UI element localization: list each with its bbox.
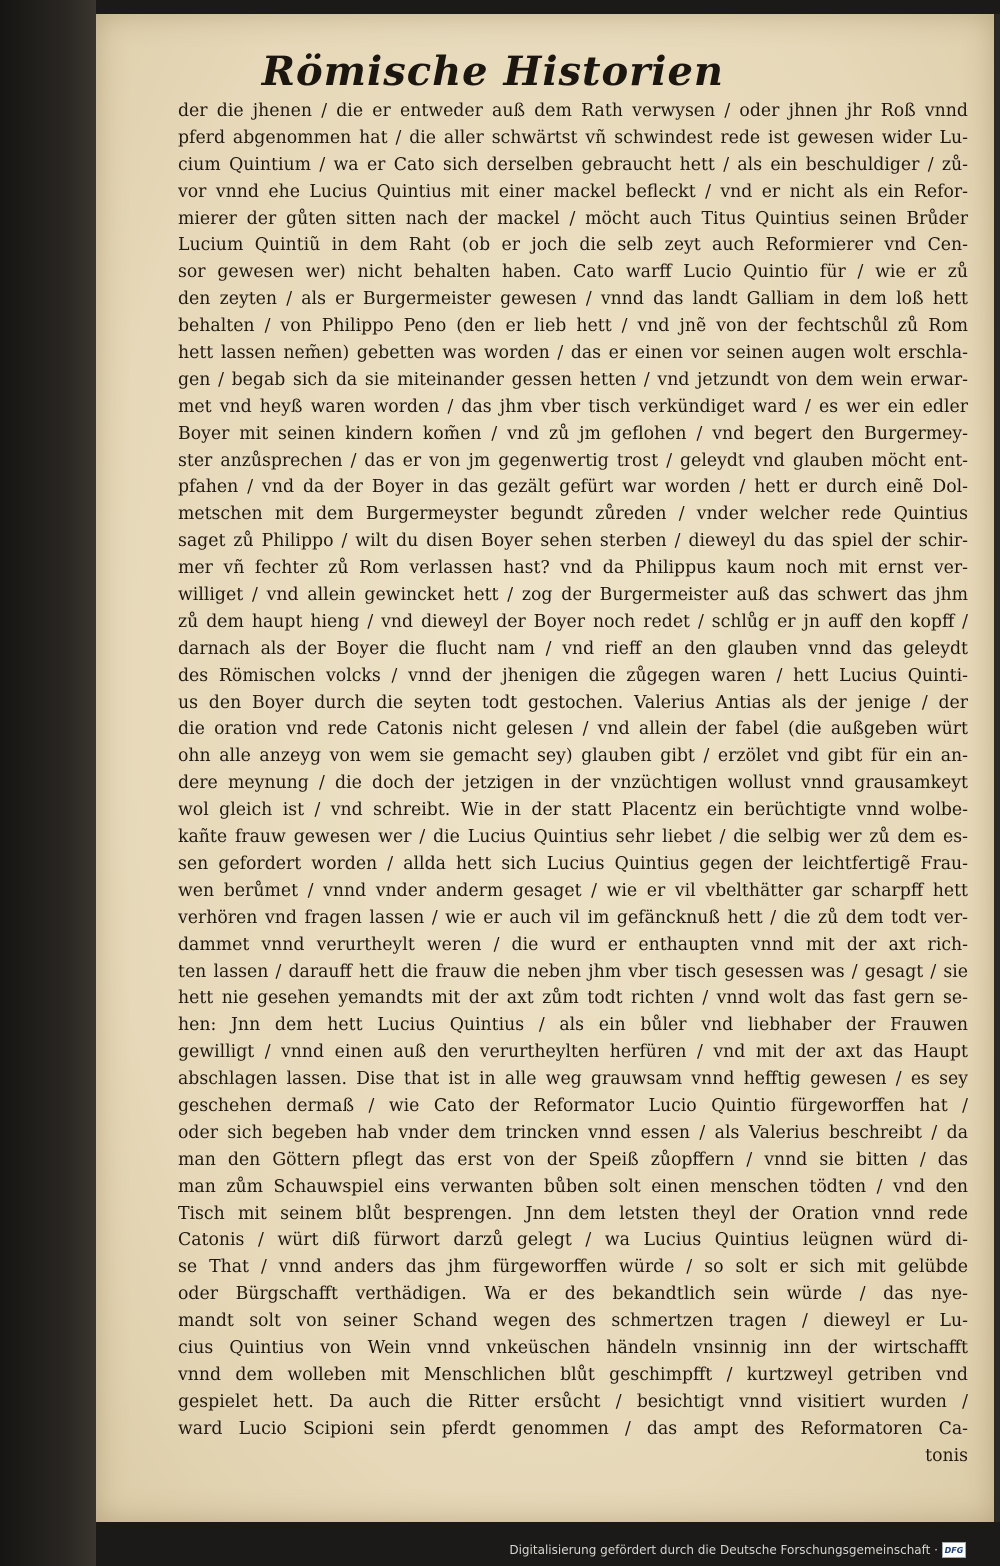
body-text <box>178 98 968 1469</box>
scan-left-margin <box>0 0 96 1566</box>
text-line: Lucium Quintiũ in dem Raht (ob er joch die selb zeyt auch Reformierer vnd Cen- <box>178 235 968 256</box>
dfg-logo-icon: DFG <box>942 1542 966 1558</box>
text-line: Catonis / würt diß fürwort darzů gelegt / wa Lucius Quintius leügnen würd di- <box>178 1230 968 1251</box>
text-line: Boyer mit seinen kindern kom̃en / vnd zů jm geflohen / vnd begert den Burgermey- <box>178 423 968 444</box>
text-line: mer vñ fechter zů Rom verlassen hast? vnd da Philippus kaum noch mit ernst ver- <box>178 558 968 579</box>
text-line: us den Boyer durch die seyten todt gestochen. Valerius Antias als der jenige / der <box>178 692 968 713</box>
text-line: behalten / von Philippo Peno (den er lieb hett / vnd jnẽ von der fechtschůl zů Rom <box>178 316 968 337</box>
text-line: mierer der gůten sitten nach der mackel / möcht auch Titus Quintius seinen Brůder <box>178 208 968 229</box>
footer-credit <box>509 1540 966 1560</box>
text-line: gen / begab sich da sie miteinander gessen hetten / vnd jetzundt von dem wein erwar- <box>178 369 968 390</box>
text-line: ward Lucio Scipioni sein pferdt genommen / das ampt des Reformatoren Ca- <box>178 1418 968 1439</box>
text-line: die oration vnd rede Catonis nicht gelesen / vnd allein der fabel (die außgeben würt <box>178 719 968 740</box>
text-line: sen gefordert worden / allda hett sich Lucius Quintius gegen der leichtfertigẽ Frau- <box>178 853 968 874</box>
text-line: man zům Schauwspiel eins verwanten bůben solt einen menschen tödten / vnd den <box>178 1176 968 1197</box>
text-line: ten lassen / darauff hett die frauw die neben jhm vber tisch gesessen was / gesagt / sie <box>178 961 968 982</box>
text-line: hett nie gesehen yemandts mit der axt zům todt richten / vnnd wolt das fast gern se- <box>178 988 968 1009</box>
text-line: oder Bürgschafft verthädigen. Wa er des bekandtlich sein würde / das nye- <box>178 1284 968 1305</box>
text-line: cius Quintius von Wein vnnd vnkeüschen händeln vnsinnig inn der wirtschafft <box>178 1337 968 1358</box>
text-line: zů dem haupt hieng / vnd dieweyl der Boyer noch redet / schlůg er jn auff den kopff / <box>178 611 968 632</box>
text-line: williget / vnd allein gewincket hett / zog der Burgermeister auß das schwert das jhm <box>178 585 968 606</box>
text-line: sor gewesen wer) nicht behalten haben. Cato warff Lucio Quintio für / wie er zů <box>178 262 968 283</box>
text-line: darnach als der Boyer die flucht nam / vnd rieff an den glauben vnnd das geleydt <box>178 638 968 659</box>
text-line: ohn alle anzeyg von wem sie gemacht sey) glauben gibt / erzölet vnd gibt für ein an- <box>178 746 968 767</box>
text-line: man den Göttern pflegt das erst von der Speiß zůopffern / vnnd sie bitten / das <box>178 1149 968 1170</box>
text-line: verhören vnd fragen lassen / wie er auch vil im gefäncknuß hett / die zů dem todt ver- <box>178 907 968 928</box>
text-line: der die jhenen / die er entweder auß dem Rath verwysen / oder jhnen jhr Roß vnnd <box>178 101 968 121</box>
scan-right-edge <box>994 14 1000 1522</box>
text-line: vnnd dem wolleben mit Menschlichen blůt geschimpfft / kurtzweyl getriben vnd <box>178 1364 968 1385</box>
text-line: kañte frauw gewesen wer / die Lucius Quintius sehr liebet / die selbig wer zů dem es- <box>178 827 968 848</box>
text-line: gespielet hett. Da auch die Ritter ersůcht / besichtigt vnnd visitiert wurden / <box>178 1391 968 1412</box>
text-line: wen berůmet / vnnd vnder anderm gesaget / wie er vil vbelthätter gar scharpff hett <box>178 880 968 901</box>
text-line: Tisch mit seinem blůt besprengen. Jnn dem letsten theyl der Oration vnnd rede <box>178 1203 968 1224</box>
text-line: gewilligt / vnnd einen auß den verurtheylten herfüren / vnd mit der axt das Haupt <box>178 1042 968 1063</box>
text-line: des Römischen volcks / vnnd der jhenigen die zůgegen waren / hett Lucius Quinti- <box>178 665 968 686</box>
text-line: geschehen dermaß / wie Cato der Reformator Lucio Quintio fürgeworffen hat / <box>178 1095 968 1116</box>
text-line: tonis <box>925 1445 968 1466</box>
text-line: wol gleich ist / vnd schreibt. Wie in der statt Placentz ein berüchtigte vnnd wolbe- <box>178 800 968 821</box>
text-line: se That / vnnd anders das jhm fürgeworffen würde / so solt er sich mit gelübde <box>178 1257 968 1278</box>
text-line: ster anzůsprechen / das er von jm gegenwertig trost / geleydt vnd glauben möcht ent- <box>178 450 968 471</box>
text-line: pferd abgenommen hat / die aller schwärtst vñ schwindest rede ist gewesen wider Lu- <box>178 127 968 148</box>
text-line: vor vnnd ehe Lucius Quintius mit einer mackel befleckt / vnd er nicht als ein Refor- <box>178 181 968 202</box>
text-line: dere meynung / die doch der jetzigen in der vnzüchtigen wollust vnnd grausamkeyt <box>178 773 968 794</box>
text-line: abschlagen lassen. Dise that ist in alle weg grauwsam vnnd hefftig gewesen / es sey <box>178 1069 968 1090</box>
text-line: met vnd heyß waren worden / das jhm vber tisch verkündiget ward / es wer ein edler <box>178 396 968 417</box>
footer-credit-text: Digitalisierung gefördert durch die Deutsche Forschungsgemeinschaft · <box>509 1543 938 1557</box>
text-line: den zeyten / als er Burgermeister gewesen / vnnd das landt Galliam in dem loß hett <box>178 289 968 310</box>
text-line: dammet vnnd verurtheylt weren / die wurd er enthaupten vnnd mit der axt rich- <box>178 934 968 955</box>
text-line: metschen mit dem Burgermeyster begundt zůreden / vnder welcher rede Quintius <box>178 504 968 525</box>
page-title: Römische Historien <box>261 48 724 95</box>
running-header <box>96 48 994 104</box>
text-line: hett lassen nem̃en) gebetten was worden / das er einen vor seinen augen wolt erschla- <box>178 343 968 364</box>
text-line: mandt solt von seiner Schand wegen des schmertzen tragen / dieweyl er Lu- <box>178 1311 968 1332</box>
text-line: saget zů Philippo / wilt du disen Boyer sehen sterben / dieweyl du das spiel der schir- <box>178 531 968 552</box>
text-line: cium Quintium / wa er Cato sich derselben gebraucht hett / als ein beschuldiger / zů- <box>178 154 968 175</box>
text-line: pfahen / vnd da der Boyer in das gezält gefürt war worden / hett er durch einẽ Dol- <box>178 477 968 498</box>
text-line: oder sich begeben hab vnder dem trincken vnnd essen / als Valerius beschreibt / da <box>178 1122 968 1143</box>
text-line: hen: Jnn dem hett Lucius Quintius / als ein bůler vnd liebhaber der Frauwen <box>178 1015 968 1036</box>
